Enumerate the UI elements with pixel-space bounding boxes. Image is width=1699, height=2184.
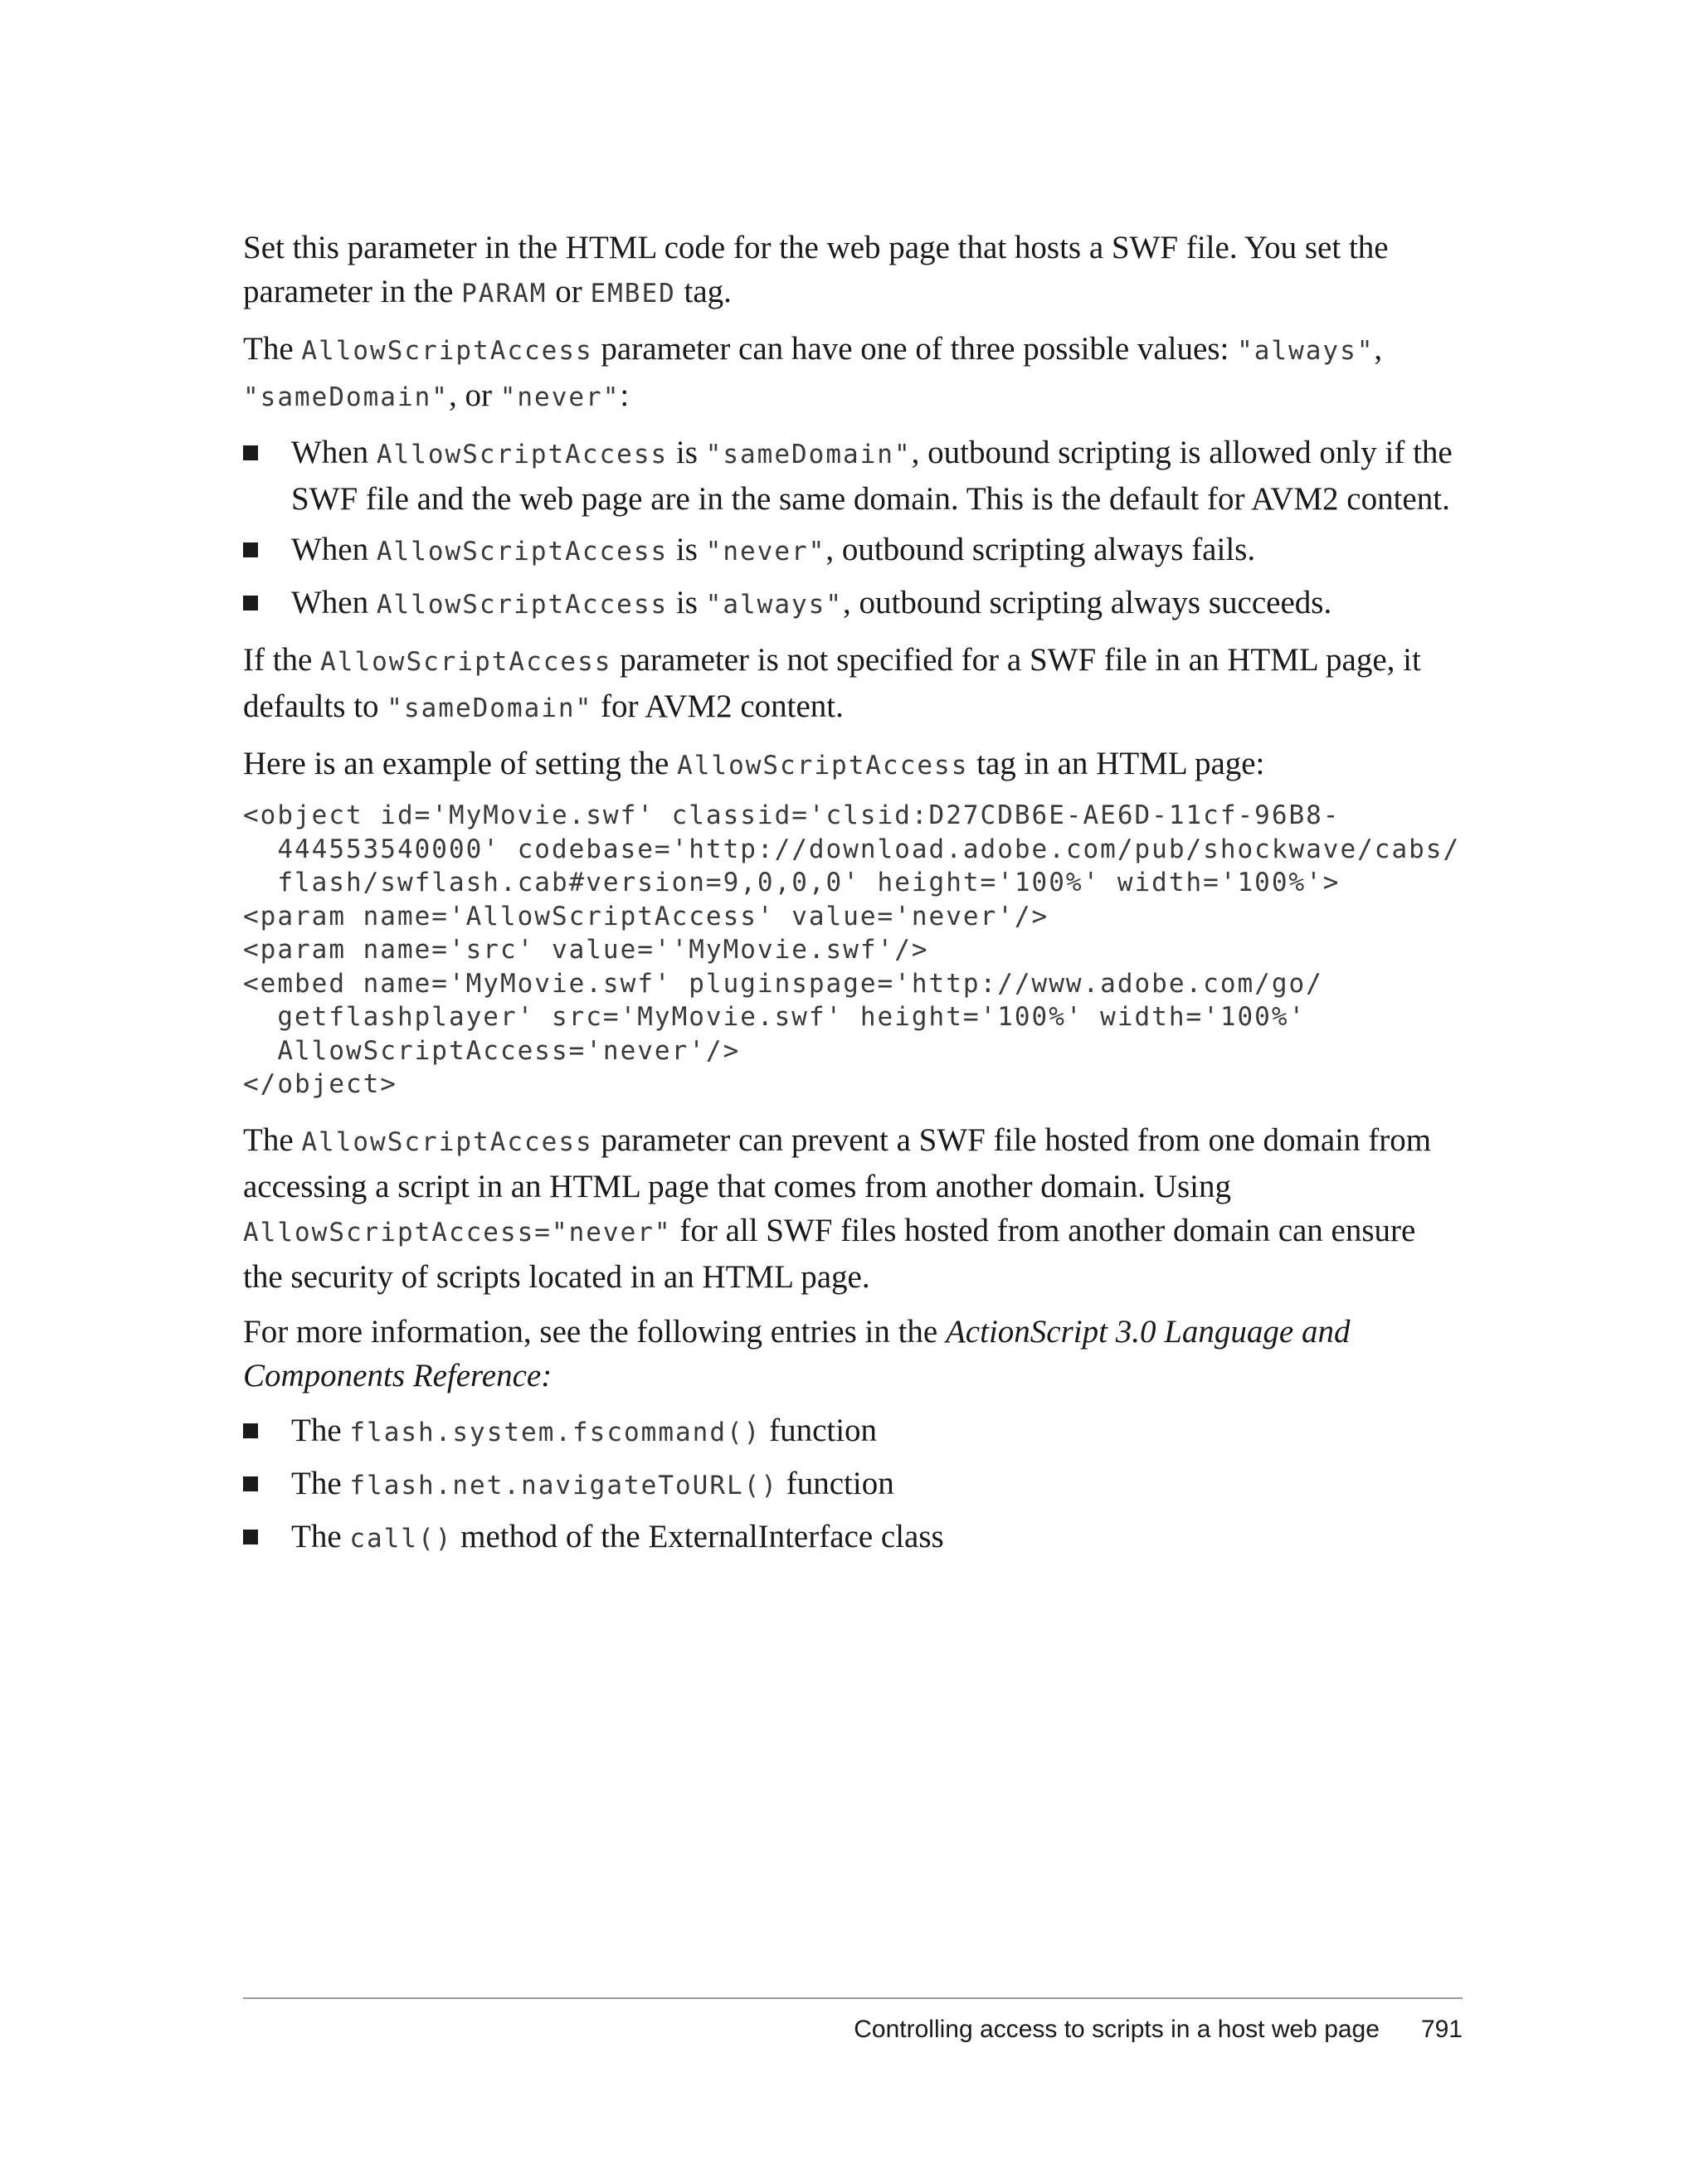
inline-code: "never" xyxy=(705,537,826,567)
page-footer xyxy=(243,2016,1463,2044)
text: : xyxy=(620,377,630,413)
page-number: 791 xyxy=(1420,2016,1463,2043)
text: tag in an HTML page: xyxy=(968,746,1265,781)
text: When xyxy=(291,585,377,620)
text: When xyxy=(291,532,377,567)
list-item xyxy=(243,1408,1463,1455)
inline-code: AllowScriptAccess xyxy=(376,537,669,567)
html-code-example: <object id='MyMovie.swf' classid='clsid:D27CDB6E-AE6D-11cf-96B8- 444553540000' codebase='http://download.adobe.com/pub/shockwave/cabs/ flash/swflash.cab#version=9,0,0,0' height='100%' width='100%'> <param name='AllowScriptAccess' value='never'/> <param name='src' value=''MyMovie.swf'/> <embed name='MyMovie.swf' pluginspage='http://www.adobe.com/go/ getflashplayer' src='MyMovie.swf' height='100%' width='100%' AllowScriptAccess='never'/> </object> xyxy=(243,800,1461,1099)
paragraph-possible-values xyxy=(243,327,1463,420)
paragraph-prevent-access xyxy=(243,1118,1463,1299)
values-list xyxy=(243,430,1463,627)
text: is xyxy=(668,435,706,470)
paragraph-more-information xyxy=(243,1310,1463,1398)
text: , or xyxy=(448,377,500,413)
text: When xyxy=(291,435,377,470)
text: parameter can prevent a SWF file hosted from one domain from accessing a script in an HTML page that comes from another domain. Using xyxy=(243,1121,1432,1204)
inline-code: AllowScriptAccess xyxy=(301,1126,593,1157)
list-item xyxy=(243,430,1463,521)
text: , outbound scripting always fails. xyxy=(825,532,1256,567)
text: The xyxy=(291,1518,350,1554)
text: , outbound scripting is allowed only if the SWF file and the web page are in the same domain. This is the default for AVM2 content. xyxy=(291,435,1453,517)
square-bullet-icon xyxy=(243,1530,258,1544)
text: Set this parameter in the HTML code for the web page that hosts a SWF file. You set the parameter in the xyxy=(243,230,1389,309)
text: , outbound scripting always succeeds. xyxy=(842,585,1332,620)
list-item xyxy=(243,1515,1463,1561)
inline-code: AllowScriptAccess xyxy=(320,647,612,677)
inline-code: "sameDomain" xyxy=(705,440,912,469)
page-body xyxy=(243,226,1463,1572)
square-bullet-icon xyxy=(243,596,258,610)
paragraph-set-parameter xyxy=(243,226,1463,316)
text: for AVM2 content. xyxy=(592,688,844,724)
list-item xyxy=(243,528,1463,574)
text: function xyxy=(777,1465,894,1501)
text: If the xyxy=(243,642,321,678)
footer-divider xyxy=(243,1997,1463,1999)
paragraph-example-intro xyxy=(243,742,1463,788)
reference-list xyxy=(243,1408,1463,1561)
text: is xyxy=(668,585,706,620)
inline-code: call() xyxy=(349,1523,453,1554)
text: is xyxy=(668,532,706,567)
list-item xyxy=(243,1462,1463,1508)
inline-code: "never" xyxy=(499,382,621,412)
inline-code: EMBED xyxy=(590,279,676,309)
inline-code: AllowScriptAccess xyxy=(301,336,593,366)
inline-code: "sameDomain" xyxy=(387,693,593,723)
text: The xyxy=(291,1412,350,1448)
text: method of the ExternalInterface class xyxy=(452,1518,944,1554)
footer-title: Controlling access to scripts in a host web page xyxy=(854,2016,1380,2043)
inline-code: "sameDomain" xyxy=(243,382,449,412)
reference-title: ActionScript 3.0 Language and Components Reference: xyxy=(243,1313,1351,1394)
inline-code: "always" xyxy=(705,590,843,620)
text: for all SWF files hosted from another domain can ensure the security of scripts located in an HTML page. xyxy=(243,1212,1416,1295)
square-bullet-icon xyxy=(243,1423,258,1438)
square-bullet-icon xyxy=(243,542,258,557)
text: The xyxy=(243,331,302,367)
text: The xyxy=(243,1121,302,1158)
square-bullet-icon xyxy=(243,1476,258,1491)
inline-code: AllowScriptAccess xyxy=(376,590,669,620)
text: or xyxy=(547,274,591,309)
inline-code: "always" xyxy=(1237,336,1375,366)
inline-code: AllowScriptAccess xyxy=(677,751,969,781)
text: parameter can have one of three possible values: xyxy=(592,331,1238,367)
inline-code: PARAM xyxy=(461,279,548,309)
square-bullet-icon xyxy=(243,445,258,460)
list-item xyxy=(243,581,1463,627)
text: , xyxy=(1374,331,1383,367)
inline-code: AllowScriptAccess xyxy=(376,440,669,469)
text: For more information, see the following entries in the xyxy=(243,1313,946,1350)
paragraph-default-value xyxy=(243,638,1463,731)
inline-code: flash.system.fscommand() xyxy=(349,1417,762,1447)
inline-code: flash.net.navigateToURL() xyxy=(349,1470,778,1501)
text: tag. xyxy=(675,274,732,309)
inline-code: AllowScriptAccess="never" xyxy=(243,1217,672,1248)
text: Here is an example of setting the xyxy=(243,746,678,781)
text: parameter is not specified for a SWF file in an HTML page, it defaults to xyxy=(243,642,1421,724)
text: function xyxy=(761,1412,878,1448)
text: The xyxy=(291,1465,350,1501)
